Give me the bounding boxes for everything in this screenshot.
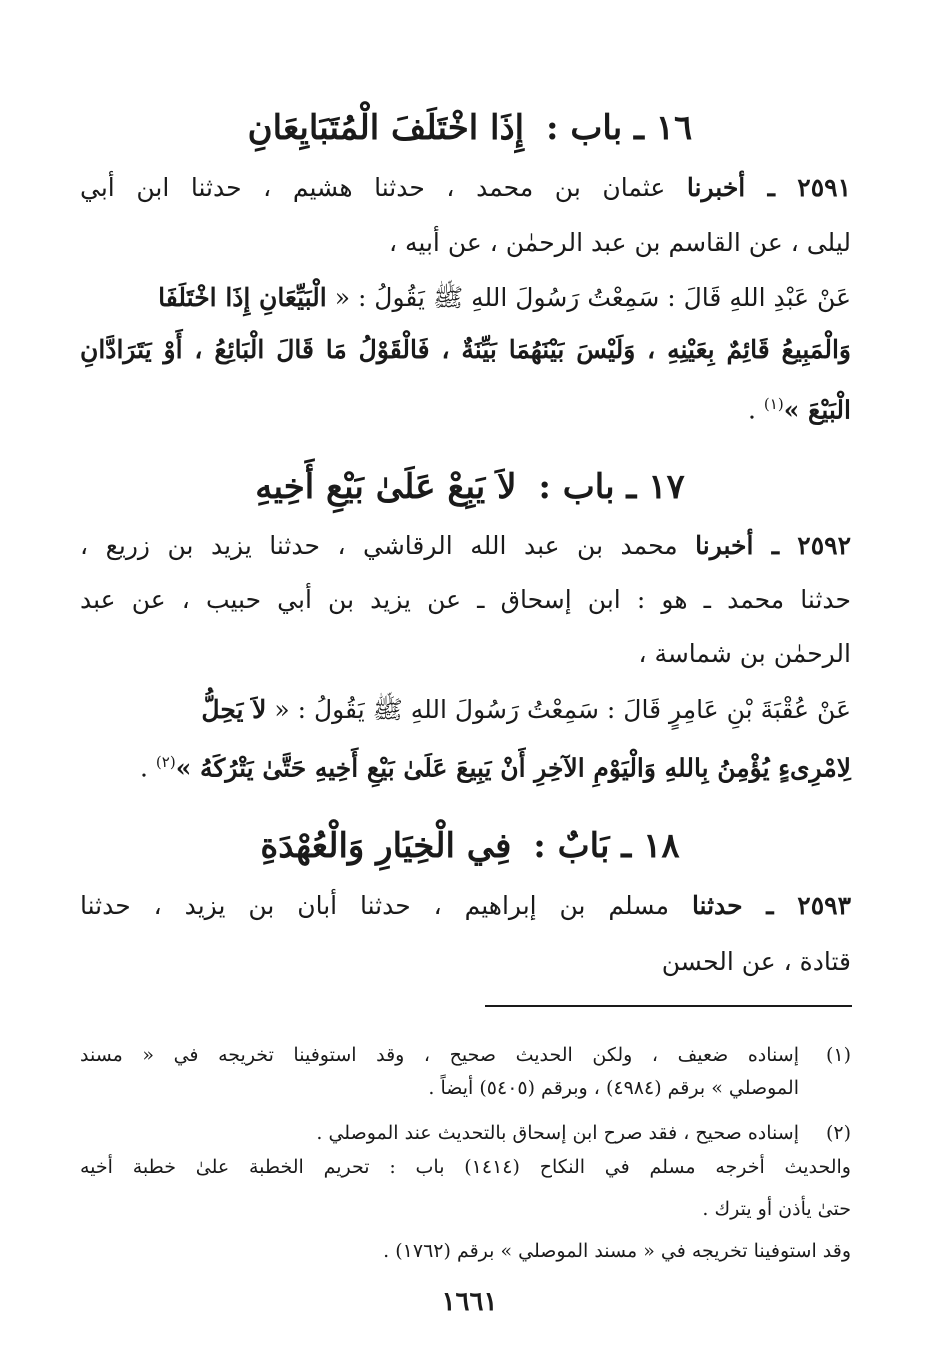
chapter-title: إِذَا اخْتَلَفَ الْمُتَبَايِعَانِ <box>247 108 525 148</box>
footnote-ref[interactable]: (٢) <box>155 753 176 771</box>
hadith-2592-matn-line-1 <box>201 690 851 730</box>
footnote-2-line-3: حتىٰ يأذن أو يترك . <box>702 1198 851 1220</box>
footnote-separator <box>485 1005 852 1007</box>
hadith-2593-isnad-line-2: قتادة ، عن الحسن <box>661 947 851 976</box>
matn-bold: لِامْرِىءٍ يُؤْمِنُ بِاللهِ وَالْيَوْمِ الآخِرِ أَنْ يَبِيعَ عَلَىٰ بَيْعِ أَخِيهِ حَتَّىٰ يَتْرُكَهُ » <box>175 753 851 783</box>
isnad-text: محمد بن عبد الله الرقاشي ، حدثنا يزيد بن زريع ، <box>80 531 678 560</box>
hadith-number: ٢٥٩٣ ـ حدثنا <box>691 891 852 920</box>
chapter-heading-18 <box>80 821 860 871</box>
footnote-1-line-1: إسناده ضعيف ، ولكن الحديث صحيح ، وقد استوفينا تخريجه في « مسند <box>80 1044 799 1066</box>
hadith-number: ٢٥٩١ ـ أخبرنا <box>686 173 851 202</box>
hadith-2591-matn-line-2: وَالْمَبِيعُ قَائِمٌ بِعَيْنِهِ ، وَلَيْسَ بَيْنَهُمَا بَيِّنَةٌ ، فَالْقَوْلُ مَا قَالَ الْبَائِعُ ، أَوْ يَتَرَادَّانِ <box>80 335 851 364</box>
hadith-2593-isnad-line-1 <box>80 886 851 926</box>
hadith-2592-isnad-line-1 <box>80 526 851 566</box>
hadith-2591-isnad-line-2: ليلى ، عن القاسم بن عبد الرحمٰن ، عن أبيه ، <box>389 228 851 257</box>
matn-bold: الْبَيْعَ » <box>783 395 851 425</box>
chapter-number: ١٨ ـ بَابٌ : <box>533 826 680 866</box>
footnote-2-number: (٢) <box>825 1122 851 1144</box>
matn-intro: عَنْ عُقْبَةَ بْنِ عَامِرٍ قَالَ : سَمِعْتُ رَسُولَ اللهِ ﷺ يَقُولُ : « <box>266 695 851 724</box>
footnote-1-number: (١) <box>825 1044 851 1066</box>
chapter-title: فِي الْخِيَارِ وَالْعُهْدَةِ <box>260 826 512 866</box>
end-mark: . <box>140 753 156 783</box>
hadith-2591-isnad-line-1 <box>80 168 851 208</box>
chapter-title: لاَ يَبِعْ عَلَىٰ بَيْعِ أَخِيهِ <box>255 467 517 507</box>
hadith-2592-matn-line-2 <box>140 742 851 788</box>
footnote-2-line-2: والحديث أخرجه مسلم في النكاح (١٤١٤) باب : تحريم الخطبة علىٰ خطبة أخيه <box>80 1156 851 1178</box>
footnote-2-line-1: إسناده صحيح ، فقد صرح ابن إسحاق بالتحديث عند الموصلي . <box>316 1122 799 1144</box>
hadith-2592-isnad-line-3: الرحمٰن بن شماسة ، <box>638 639 851 668</box>
matn-bold: لاَ يَحِلُّ <box>201 695 267 724</box>
hadith-2592-isnad-line-2: حدثنا محمد ـ هو : ابن إسحاق ـ عن يزيد بن أبي حبيب ، عن عبد <box>80 585 851 614</box>
hadith-number: ٢٥٩٢ ـ أخبرنا <box>695 531 851 560</box>
footnote-ref[interactable]: (١) <box>763 395 784 413</box>
hadith-2591-matn-line-3 <box>748 384 851 430</box>
matn-intro: عَنْ عَبْدِ اللهِ قَالَ : سَمِعْتُ رَسُولَ اللهِ ﷺ يَقُولُ : « <box>326 283 851 312</box>
page-number: ١٦٦١ <box>441 1287 498 1317</box>
matn-bold: الْبَيِّعَانِ إِذَا اخْتَلَفَا <box>158 283 327 312</box>
chapter-heading-17 <box>80 462 860 512</box>
isnad-text: عثمان بن محمد ، حدثنا هشيم ، حدثنا ابن أبي <box>80 173 666 202</box>
chapter-number: ١٦ ـ باب : <box>545 108 693 148</box>
hadith-2591-matn-line-1 <box>158 278 851 318</box>
chapter-number: ١٧ ـ باب : <box>538 467 685 507</box>
footnote-2-line-4: وقد استوفينا تخريجه في « مسند الموصلي » برقم (١٧٦٢) . <box>383 1240 851 1262</box>
footnote-1-line-2: الموصلي » برقم (٤٩٨٤) ، وبرقم (٥٤٠٥) أيضاً . <box>428 1077 799 1099</box>
end-mark: . <box>748 395 764 425</box>
chapter-heading-16 <box>80 103 860 153</box>
isnad-text: مسلم بن إبراهيم ، حدثنا أبان بن يزيد ، حدثنا <box>80 891 670 920</box>
